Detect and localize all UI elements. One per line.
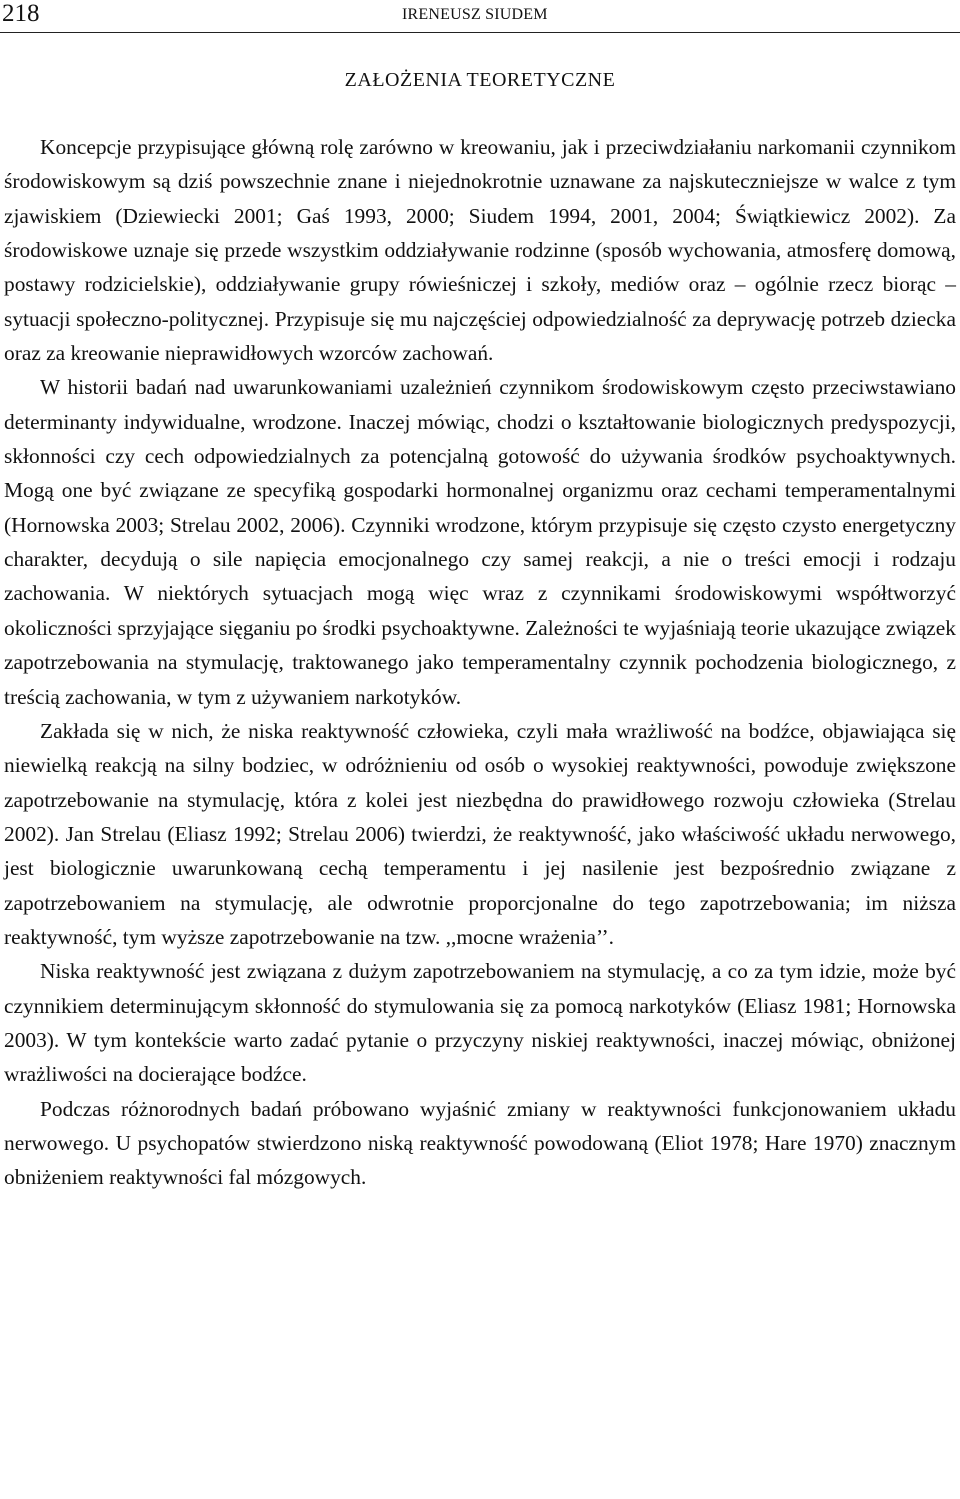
page-number: 218 — [2, 0, 40, 27]
paragraph: Podczas różnorodnych badań próbowano wyjaśnić zmiany w reaktywności funkcjonowaniem układu nerwowego. U psychopatów stwierdzono niską reaktywność powodowaną (Eliot 1978; Hare 1970) znacznym obniżeniem reaktywności fal mózgowych. — [4, 1096, 956, 1190]
running-head: IRENEUSZ SIUDEM — [402, 6, 548, 23]
paragraph: Zakłada się w nich, że niska reaktywność człowieka, czyli mała wrażliwość na bodźce, objawiająca się niewielką reakcją na silny bodziec, w odróżnieniu od osób o wysokiej reaktywności, powoduje zwiększone zapotrzebowanie na stymulację, która z kolei jest niezbędna do prawidłowego rozwoju człowieka (Strelau 2002). Jan Strelau (Eliasz 1992; Strelau 2006) twierdzi, że reaktywność, jako właściwość układu nerwowego, jest biologicznie uwarunkowaną cechą temperamentu i jej nasilenie jest bezpośrednio związane z zapotrzebowaniem na stymulację, ale odwrotnie proporcjonalne do tego zapotrzebowania; im niższa reaktywność, tym wyższe zapotrzebowanie na tzw. ,,mocne wrażenia’’. — [4, 718, 956, 949]
page-header — [0, 0, 960, 34]
paragraph: W historii badań nad uwarunkowaniami uzależnień czynnikom środowiskowym często przeciwstawiano determinanty indywidualne, wrodzone. Inaczej mówiąc, chodzi o kształtowanie biologicznych predyspozycji, skłonności czy cech odpowiedzialnych za potencjalną gotowość do używania środków psychoaktywnych. Mogą one być związane ze specyfiką gospodarki hormonalnej organizmu oraz cechami temperamentalnymi (Hornowska 2003; Strelau 2002, 2006). Czynniki wrodzone, którym przypisuje się często czysto energetyczny charakter, decydują o sile napięcia emocjonalnego czy samej reakcji, a nie o treści emocji i rodzaju zachowania. W niektórych sytuacjach mogą więc wraz z czynnikami środowiskowymi współtworzyć okoliczności sprzyjające sięganiu po środki psychoaktywne. Zależności te wyjaśniają teorie ukazujące związek zapotrzebowania na stymulację, traktowanego jako temperamentalny czynnik pochodzenia biologicznego, z treścią zachowania, w tym z używaniem narkotyków. — [4, 375, 956, 709]
header-rule — [0, 32, 960, 33]
section-title: ZAŁOŻENIA TEORETYCZNE — [344, 69, 616, 91]
paragraph: Koncepcje przypisujące główną rolę zarówno w kreowaniu, jak i przeciwdziałaniu narkomanii czynnikom środowiskowym są dziś powszechnie znane i niejednokrotnie uznawane za najskuteczniejsze w walce z tym zjawiskiem (Dziewiecki 2001; Gaś 1993, 2000; Siudem 1994, 2001, 2004; Świątkiewicz 2002). Za środowiskowe uznaje się przede wszystkim oddziaływanie rodzinne (sposób wychowania, atmosferę domową, postawy rodzicielskie), oddziaływanie grupy rówieśniczej i szkoły, mediów oraz – ogólnie rzecz biorąc – sytuacji społeczno-politycznej. Przypisuje się mu najczęściej odpowiedzialność za deprywację potrzeb dziecka oraz za kreowanie nieprawidłowych wzorców zachowań. — [4, 135, 956, 366]
body-text — [4, 130, 956, 1195]
paragraph: Niska reaktywność jest związana z dużym zapotrzebowaniem na stymulację, a co za tym idzie, może być czynnikiem determinującym skłonność do stymulowania się za pomocą narkotyków (Eliasz 1981; Hornowska 2003). W tym kontekście warto zadać pytanie o przyczyny niskiej reaktywności, inaczej mówiąc, obniżonej wrażliwości na docierające bodźce. — [4, 959, 956, 1087]
